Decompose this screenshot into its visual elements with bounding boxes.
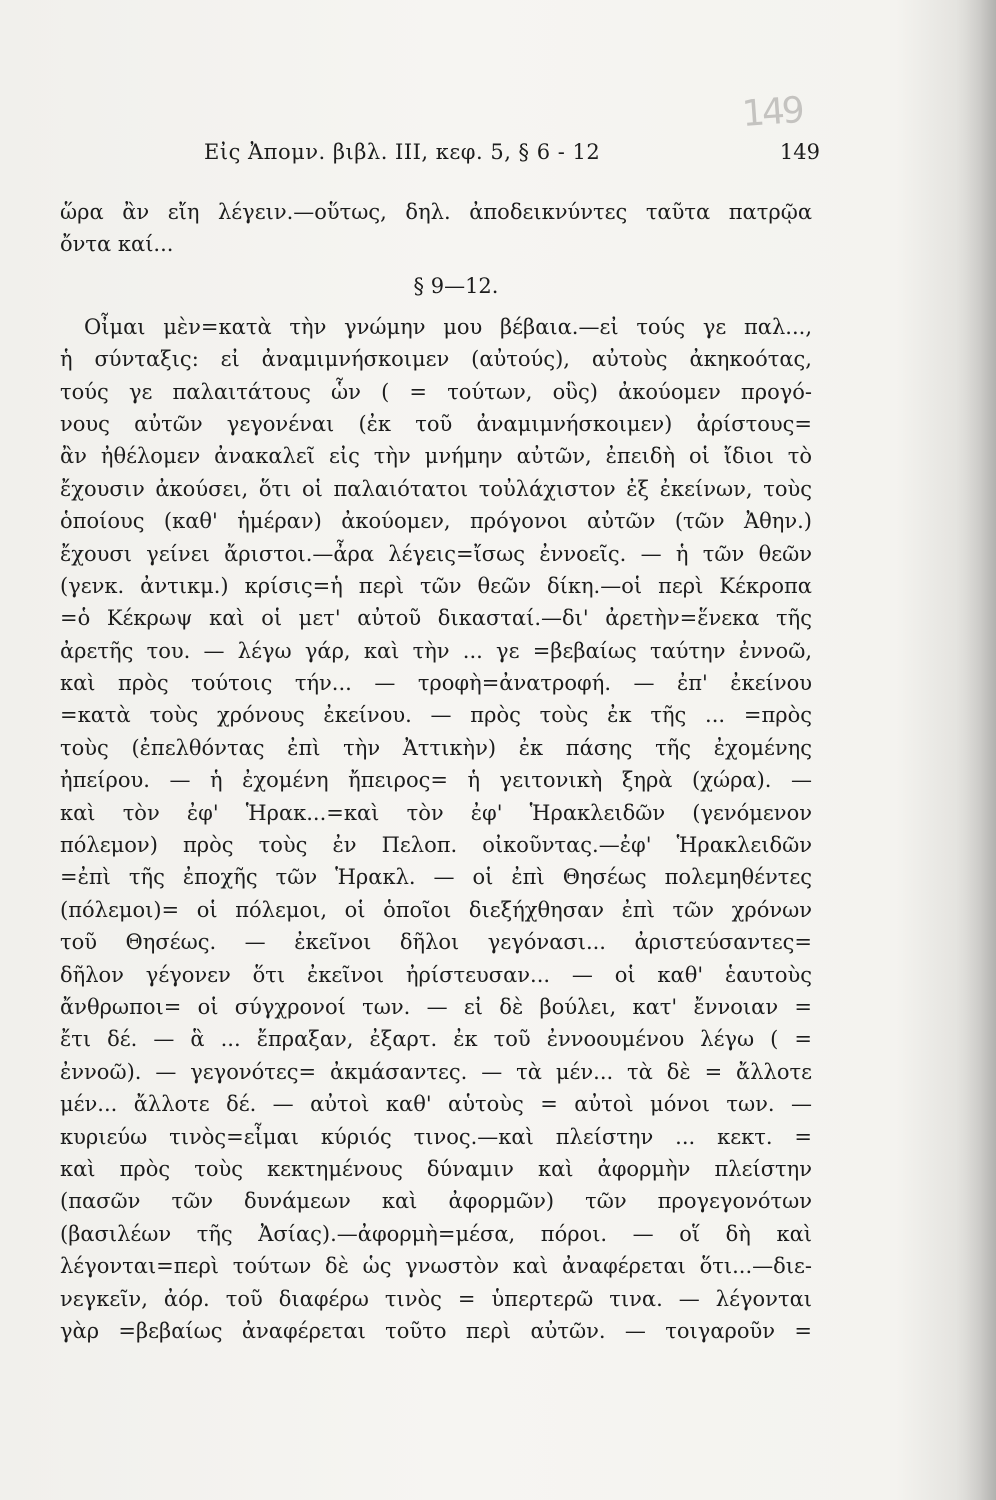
text-line: ἄνθρωποι= οἱ σύγχρονοί των. — εἰ δὲ βούλει, κατ' ἔννοιαν = bbox=[60, 994, 812, 1019]
body-text bbox=[60, 196, 812, 1347]
running-head: Εἰς Ἀπομν. βιβλ. III, κεφ. 5, § 6 - 12 bbox=[204, 140, 601, 164]
page-header bbox=[60, 140, 820, 172]
text-line: =ὁ Κέκρωψ καὶ οἱ μετ' αὐτοῦ δικασταί.—δι' ἀρετὴν=ἕνεκα τῆς bbox=[60, 606, 812, 631]
text-line: ἐννοῶ). — γεγονότες= ἀκμάσαντες. — τὰ μέν... τὰ δὲ = ἄλλοτε bbox=[60, 1059, 812, 1084]
text-line: καὶ πρὸς τοὺς κεκτημένους δύναμιν καὶ ἀφορμὴν πλείστην bbox=[60, 1156, 812, 1181]
text-line: (βασιλέων τῆς Ἀσίας).—ἀφορμὴ=μέσα, πόροι. — οἵ δὴ καὶ bbox=[60, 1221, 812, 1246]
text-line: ἀρετῆς του. — λέγω γάρ, καὶ τὴν ... γε =βεβαίως ταύτην ἐννοῶ, bbox=[60, 638, 812, 663]
text-line: ἔχουσι γείνει ἄριστοι.—ἆρα λέγεις=ἴσως ἐννοεῖς. — ἡ τῶν θεῶν bbox=[60, 541, 812, 566]
text-line: καὶ τὸν ἐφ' Ἡρακ...=καὶ τὸν ἐφ' Ἡρακλειδῶν (γενόμενον bbox=[60, 800, 812, 825]
text-line: (γενκ. ἀντικμ.) κρίσις=ἡ περὶ τῶν θεῶν δίκη.—οἱ περὶ Κέκροπα bbox=[60, 573, 812, 598]
text-line: ἠπείρου. — ἡ ἐχομένη ἤπειρος= ἡ γειτονικὴ ξηρὰ (χώρα). — bbox=[60, 768, 812, 793]
text-line: λέγονται=περὶ τούτων δὲ ὡς γνωστὸν καὶ ἀναφέρεται ὅτι...—διε- bbox=[60, 1254, 812, 1279]
text-line: ἡ σύνταξις: εἰ ἀναμιμνήσκοιμεν (αὐτούς), αὐτοὺς ἀκηκοότας, bbox=[60, 347, 812, 372]
text-line: γὰρ =βεβαίως ἀναφέρεται τοῦτο περὶ αὐτῶν. — τοιγαροῦν = bbox=[60, 1318, 812, 1343]
text-line: τοὺς (ἐπελθόντας ἐπὶ τὴν Ἀττικὴν) ἐκ πάσης τῆς ἐχομένης bbox=[60, 735, 812, 760]
text-line: νεγκεῖν, ἀόρ. τοῦ διαφέρω τινὸς = ὑπερτερῶ τινα. — λέγονται bbox=[60, 1286, 812, 1311]
text-line: Οἶμαι μὲν=κατὰ τὴν γνώμην μου βέβαια.—εἰ τούς γε παλ..., bbox=[84, 314, 812, 339]
text-line: ἂν ἠθέλομεν ἀνακαλεῖ εἰς τὴν μνήμην αὐτῶν, ἐπειδὴ οἱ ἴδιοι τὸ bbox=[60, 444, 812, 469]
text-line: τοῦ Θησέως. — ἐκεῖνοι δῆλοι γεγόνασι... ἀριστεύσαντες= bbox=[60, 930, 812, 955]
text-line: ὁποίους (καθ' ἡμέραν) ἀκούομεν, πρόγονοι αὐτῶν (τῶν Ἀθην.) bbox=[60, 509, 812, 534]
text-line: κυριεύω τινὸς=εἶμαι κύριός τινος.—καὶ πλείστην ... κεκτ. = bbox=[60, 1124, 812, 1149]
text-line: ἔχουσιν ἀκούσει, ὅτι οἱ παλαιότατοι τοὐλάχιστον ἐξ ἐκείνων, τοὺς bbox=[60, 476, 812, 501]
text-line: δῆλον γέγονεν ὅτι ἐκεῖνοι ἠρίστευσαν... — οἱ καθ' ἑαυτοὺς bbox=[60, 962, 812, 987]
text-line: (πασῶν τῶν δυνάμεων καὶ ἀφορμῶν) τῶν προγεγονότων bbox=[60, 1189, 812, 1214]
text-line: ἔτι δέ. — ἃ ... ἔπραξαν, ἐξαρτ. ἐκ τοῦ ἐννοουμένου λέγω ( = bbox=[60, 1027, 812, 1052]
text-line: τούς γε παλαιτάτους ὧν ( = τούτων, οὓς) ἀκούομεν προγό- bbox=[60, 379, 812, 404]
section-heading: § 9—12. bbox=[413, 273, 499, 298]
page-edge-shadow bbox=[956, 0, 996, 1500]
text-line: ὄντα καί... bbox=[60, 232, 174, 257]
text-line: μέν... ἄλλοτε δέ. — αὐτοὶ καθ' αὑτοὺς = αὐτοὶ μόνοι των. — bbox=[60, 1092, 812, 1117]
text-line: =κατὰ τοὺς χρόνους ἐκείνου. — πρὸς τοὺς ἐκ τῆς ... =πρὸς bbox=[60, 703, 812, 728]
page-stamp: 149 bbox=[740, 89, 804, 136]
text-line: καὶ πρὸς τούτοις τήν... — τροφὴ=ἀνατροφή. — ἐπ' ἐκείνου bbox=[60, 671, 812, 696]
page-number: 149 bbox=[779, 140, 820, 164]
text-line: =ἐπὶ τῆς ἐποχῆς τῶν Ἡρακλ. — οἱ ἐπὶ Θησέως πολεμηθέντες bbox=[60, 865, 812, 890]
text-line: νους αὐτῶν γεγονέναι (ἐκ τοῦ ἀναμιμνήσκοιμεν) ἀρίστους= bbox=[60, 411, 812, 436]
text-line: (πόλεμοι)= οἱ πόλεμοι, οἱ ὁποῖοι διεξήχθησαν ἐπὶ τῶν χρόνων bbox=[60, 897, 812, 922]
text-line: πόλεμον) πρὸς τοὺς ἐν Πελοπ. οἰκοῦντας.—ἐφ' Ἡρακλειδῶν bbox=[60, 833, 812, 858]
text-line: ὥρα ἂν εἴη λέγειν.—οὕτως, δηλ. ἀποδεικνύντες ταῦτα πατρῷα bbox=[60, 200, 812, 224]
